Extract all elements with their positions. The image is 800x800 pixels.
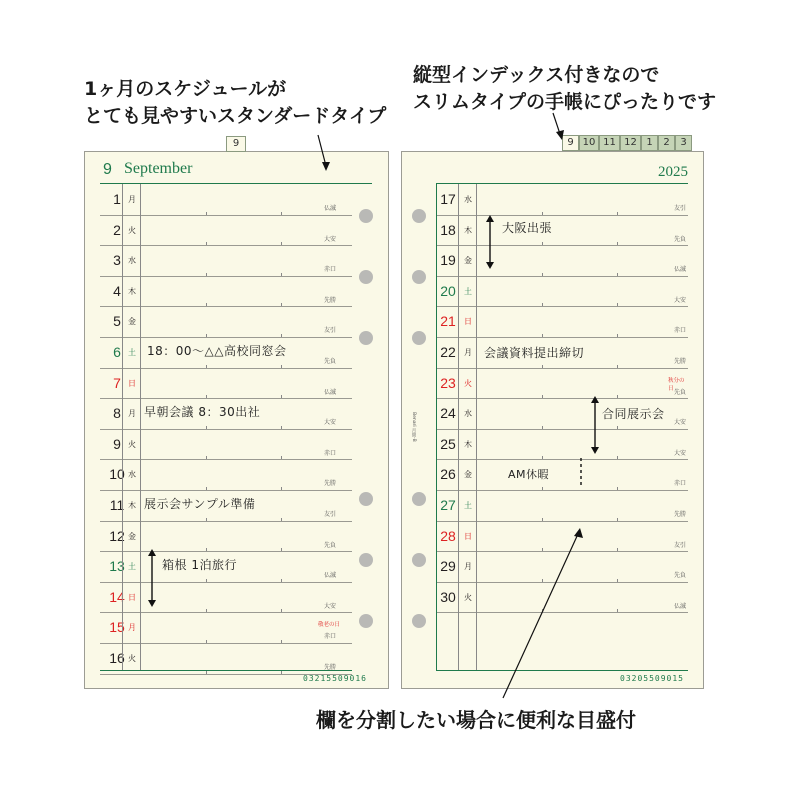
day-number: 24 <box>440 405 456 422</box>
day-number: 18 <box>440 221 456 238</box>
weekday: 月 <box>464 348 472 357</box>
bottom-rule <box>100 670 352 671</box>
column-divider <box>458 184 459 670</box>
callout-line: スリムタイプの手帳にぴったりです <box>413 91 717 113</box>
half-day-divider <box>578 457 584 487</box>
day-row[interactable] <box>100 612 352 643</box>
weekday: 水 <box>464 195 472 204</box>
rokuyo-label: 先負 <box>324 541 337 549</box>
rokuyo-label: 先勝 <box>324 480 337 488</box>
rokuyo-label: 先勝 <box>674 358 687 365</box>
day-number: 14 <box>109 588 125 605</box>
day-number: 29 <box>440 558 456 575</box>
rokuyo-label: 赤口 <box>674 327 687 335</box>
weekday: 金 <box>464 256 472 266</box>
binder-hole <box>412 553 426 567</box>
rokuyo-label: 友引 <box>674 205 687 212</box>
day-number: 21 <box>440 313 456 330</box>
day-number: 1 <box>113 191 121 207</box>
day-number: 6 <box>113 344 121 360</box>
rokuyo-label: 友引 <box>674 541 687 549</box>
day-number: 12 <box>109 527 125 544</box>
product-code: 03215509016 <box>303 674 367 683</box>
month-tab-1[interactable]: 1 <box>641 135 658 151</box>
rokuyo-label: 友引 <box>324 327 337 335</box>
note-d6: 18：00〜△△高校同窓会 <box>147 344 287 358</box>
day-number: 28 <box>440 527 456 544</box>
bottom-rule <box>436 670 688 671</box>
product-code: 03205509015 <box>620 674 684 683</box>
note-d26: AM休暇 <box>508 468 550 481</box>
day-number: 15 <box>109 619 125 636</box>
month-tab-9[interactable]: 9 <box>562 135 579 151</box>
weekday: 土 <box>128 348 136 357</box>
day-number: 2 <box>113 221 121 238</box>
day-number: 8 <box>113 405 121 422</box>
day-number: 4 <box>113 282 121 299</box>
day-number: 27 <box>440 497 456 513</box>
day-row[interactable] <box>100 306 352 337</box>
day-number: 22 <box>440 344 456 360</box>
weekday: 木 <box>464 439 472 449</box>
callout-vertical-index <box>413 62 716 116</box>
weekday: 月 <box>128 195 136 204</box>
rokuyo-label: 大安 <box>324 602 337 610</box>
pointer-line-right <box>553 113 560 134</box>
weekday: 土 <box>464 501 472 510</box>
day-row[interactable] <box>100 459 352 490</box>
weekday: 火 <box>464 592 472 602</box>
day-row[interactable] <box>436 490 688 521</box>
binder-hole <box>359 331 373 345</box>
day-row[interactable] <box>436 582 688 613</box>
weekday: 水 <box>128 470 136 480</box>
month-tab-11[interactable]: 11 <box>599 135 620 151</box>
weekday: 日 <box>128 592 136 602</box>
day-row[interactable] <box>436 215 688 246</box>
weekday: 火 <box>128 225 136 235</box>
binder-hole <box>412 270 426 284</box>
callout-scale-marks: 欄を分割したい場合に便利な目盛付 <box>316 708 636 732</box>
month-name: September <box>124 160 193 177</box>
weekday: 金 <box>128 531 136 541</box>
row-divider <box>436 612 688 613</box>
rokuyo-label: 仏滅 <box>674 266 687 274</box>
day-number: 26 <box>440 466 456 483</box>
year-label: 2025 <box>658 164 688 180</box>
rokuyo-label: 友引 <box>324 511 337 518</box>
weekday: 日 <box>128 378 136 388</box>
day-row[interactable] <box>100 368 352 399</box>
rokuyo-label: 先負 <box>674 388 687 396</box>
day-number: 11 <box>109 497 125 513</box>
day-number: 13 <box>109 558 125 575</box>
weekday: 木 <box>128 501 136 510</box>
day-row[interactable] <box>436 521 688 552</box>
binder-hole <box>359 614 373 628</box>
day-row[interactable] <box>100 276 352 307</box>
rokuyo-label: 仏滅 <box>324 205 337 212</box>
binder-hole <box>359 209 373 223</box>
day-number: 20 <box>440 282 456 299</box>
span-arrow-18-19 <box>480 214 500 270</box>
weekday: 月 <box>128 623 136 633</box>
rokuyo-label: 赤口 <box>324 633 337 641</box>
weekday: 火 <box>128 439 136 449</box>
weekday: 水 <box>464 409 472 419</box>
rokuyo-label: 赤口 <box>674 480 687 488</box>
day-number: 5 <box>113 313 121 330</box>
day-row[interactable] <box>436 459 688 490</box>
day-row[interactable] <box>100 184 352 215</box>
span-arrow-13-14 <box>142 548 162 608</box>
column-divider <box>140 184 141 670</box>
day-row[interactable] <box>100 245 352 276</box>
weekday: 水 <box>128 256 136 266</box>
month-tab-2[interactable]: 2 <box>658 135 675 151</box>
month-tab-9[interactable]: 9 <box>226 136 246 152</box>
binder-hole <box>412 492 426 506</box>
day-row[interactable] <box>100 521 352 552</box>
month-tab-10[interactable]: 10 <box>579 135 599 151</box>
side-label: Benari 月間-B <box>411 412 416 442</box>
day-number: 23 <box>440 374 456 391</box>
note-d8: 早朝会議 8：30出社 <box>144 405 261 419</box>
day-row[interactable] <box>436 368 688 399</box>
weekday: 月 <box>128 409 136 419</box>
rokuyo-label: 大安 <box>324 235 337 243</box>
note-d18: 大阪出張 <box>502 221 553 235</box>
binder-hole <box>359 553 373 567</box>
weekday: 月 <box>464 562 472 572</box>
day-number: 3 <box>113 252 121 269</box>
rokuyo-label: 先勝 <box>324 664 337 671</box>
binder-hole <box>412 331 426 345</box>
day-row[interactable] <box>436 551 688 582</box>
weekday: 木 <box>128 286 136 296</box>
rokuyo-label: 先負 <box>674 235 687 243</box>
day-row[interactable] <box>100 215 352 246</box>
binder-hole <box>359 492 373 506</box>
rokuyo-label: 大安 <box>674 419 687 427</box>
binder-hole <box>412 614 426 628</box>
span-arrow-24-25 <box>585 395 605 455</box>
day-number: 9 <box>113 435 121 452</box>
month-tab-12[interactable]: 12 <box>620 135 641 151</box>
holiday-label: 秋分の日 <box>668 377 685 392</box>
weekday: 金 <box>464 470 472 480</box>
weekday: 金 <box>128 317 136 327</box>
callout-monthly-schedule <box>84 76 386 130</box>
column-divider <box>476 184 477 670</box>
holiday-label: 敬老の日 <box>318 622 341 629</box>
rokuyo-label: 大安 <box>674 449 687 457</box>
rokuyo-label: 仏滅 <box>674 602 687 610</box>
rokuyo-label: 仏滅 <box>324 388 337 396</box>
month-header <box>100 159 372 184</box>
callout-line: とても見やすいスタンダードタイプ <box>84 105 387 127</box>
day-row[interactable] <box>436 306 688 337</box>
callout-line: 縦型インデックス付きなので <box>413 64 660 86</box>
rokuyo-label: 先勝 <box>674 511 687 518</box>
weekday: 日 <box>464 317 472 327</box>
month-tab-3[interactable]: 3 <box>675 135 692 151</box>
rokuyo-label: 大安 <box>674 296 687 304</box>
rokuyo-label: 赤口 <box>324 449 337 457</box>
weekday: 日 <box>464 531 472 541</box>
weekday: 木 <box>464 225 472 235</box>
weekday: 土 <box>464 286 472 296</box>
day-row[interactable] <box>100 582 352 613</box>
rokuyo-label: 先負 <box>324 358 337 365</box>
day-number: 17 <box>440 191 456 207</box>
note-d24: 合同展示会 <box>602 407 665 421</box>
month-number: 9 <box>103 161 112 178</box>
day-row[interactable] <box>436 184 688 215</box>
index-margin-line <box>436 184 437 670</box>
day-row[interactable] <box>436 276 688 307</box>
day-number: 10 <box>109 466 125 483</box>
rokuyo-label: 大安 <box>324 419 337 427</box>
weekday: 火 <box>464 378 472 388</box>
binder-hole <box>359 270 373 284</box>
note-d22: 会議資料提出締切 <box>484 346 585 360</box>
weekday: 火 <box>128 654 136 663</box>
callout-line: 1ヶ月のスケジュールが <box>84 78 287 100</box>
day-number: 7 <box>113 374 121 391</box>
rokuyo-label: 先勝 <box>324 296 337 304</box>
day-row[interactable] <box>100 429 352 460</box>
note-d13: 箱根 1泊旅行 <box>162 558 237 572</box>
rokuyo-label: 赤口 <box>324 266 337 274</box>
day-number: 30 <box>440 588 456 605</box>
day-row[interactable] <box>436 429 688 460</box>
note-d11: 展示会サンプル準備 <box>144 497 256 511</box>
weekday: 土 <box>128 562 136 572</box>
day-row[interactable] <box>436 245 688 276</box>
day-number: 19 <box>440 252 456 269</box>
rokuyo-label: 仏滅 <box>324 572 337 580</box>
binder-hole <box>412 209 426 223</box>
rokuyo-label: 先負 <box>674 572 687 580</box>
day-number: 25 <box>440 435 456 452</box>
day-number: 16 <box>109 650 125 666</box>
column-divider <box>122 184 123 670</box>
